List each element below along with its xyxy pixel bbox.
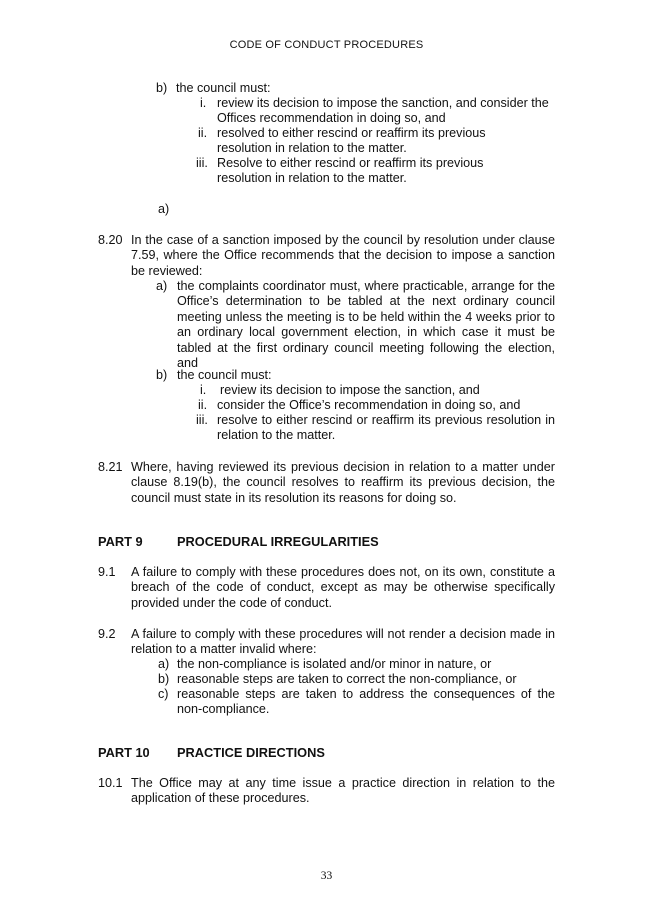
part-9-number: PART 9: [98, 534, 143, 549]
clause-text: A failure to comply with these procedures will not render a decision made in relation to a matter invalid where:: [131, 627, 555, 657]
clause-9-1: [98, 565, 556, 612]
list-item-b: [156, 81, 556, 97]
clause-text: Where, having reviewed its previous decision in relation to a matter under clause 8.19(b), the council resolves to reaffirm its previous decision, the council must state in its resolution its reasons for doing so.: [131, 460, 555, 505]
clause-9-2: [98, 627, 556, 658]
sub-text: resolved to either rescind or reaffirm its previous resolution in relation to the matter.: [217, 126, 486, 156]
list-text: the council must:: [176, 81, 271, 95]
list-text: the council must:: [177, 368, 272, 382]
part-10-number: PART 10: [98, 745, 150, 760]
clause-10-1: [98, 776, 556, 807]
list-label: b): [158, 672, 170, 686]
clause-text: The Office may at any time issue a practice direction in relation to the application of these procedures.: [131, 776, 555, 806]
stray-list-label: a): [158, 202, 170, 216]
sub-label: i.: [200, 383, 207, 397]
clause-text: In the case of a sanction imposed by the council by resolution under clause 7.59, where the Office recommends that the decision to impose a sanction be reviewed:: [131, 233, 555, 278]
clause-text: A failure to comply with these procedures does not, on its own, constitute a breach of the code of conduct, except as may be otherwise specifically provided under the code of conduct.: [131, 565, 555, 610]
sub-label: i.: [200, 96, 207, 110]
clause-number: 9.1: [98, 565, 116, 579]
sub-text: consider the Office’s recommendation in doing so, and: [217, 398, 521, 412]
sub-label: ii.: [198, 126, 208, 140]
page-number: 33: [320, 870, 333, 882]
clause-8-20: [98, 233, 556, 280]
list-item: [158, 657, 556, 673]
sub-text: review its decision to impose the sanction, and: [220, 383, 480, 397]
sub-item-ii: [196, 398, 556, 414]
sub-text: resolve to either rescind or reaffirm its previous resolution in relation to the matter.: [217, 413, 555, 443]
sub-item-i: [196, 96, 556, 127]
clause-8-21: [98, 460, 556, 507]
list-text: reasonable steps are taken to address the consequences of the non-compliance.: [177, 687, 555, 717]
clause-number: 10.1: [98, 776, 123, 790]
list-item: [158, 687, 556, 718]
part-10-title: PRACTICE DIRECTIONS: [177, 745, 325, 760]
list-label: c): [158, 687, 169, 701]
sub-label: ii.: [198, 398, 208, 412]
sub-label: iii.: [196, 413, 208, 427]
list-label: a): [156, 279, 168, 293]
sub-text: review its decision to impose the sanction, and consider the Offices recommendation in doing so, and: [217, 96, 549, 126]
list-text: the complaints coordinator must, where practicable, arrange for the Office’s determination to be tabled at the next ordinary council meeting unless the meeting is to be held within the 4 weeks prior to an ordinary local government election, in which case it must be tabled at the first ordinary council meeting following the election, and: [177, 279, 555, 371]
part-9-title: PROCEDURAL IRREGULARITIES: [177, 534, 379, 549]
clause-number: 8.21: [98, 460, 123, 474]
list-label: a): [158, 657, 170, 671]
list-text: reasonable steps are taken to correct the non-compliance, or: [177, 672, 517, 686]
sub-text: Resolve to either rescind or reaffirm its previous resolution in relation to the matter.: [217, 156, 484, 186]
clause-number: 8.20: [98, 233, 123, 247]
sub-item-i: [196, 383, 556, 399]
sub-item-ii: [196, 126, 556, 157]
list-text: the non-compliance is isolated and/or minor in nature, or: [177, 657, 492, 671]
list-item: [158, 672, 556, 688]
sub-item-iii: [196, 156, 556, 187]
list-label: b): [156, 81, 168, 95]
clause-8-20-item-b: [156, 368, 556, 384]
sub-item-iii: [196, 413, 556, 444]
sub-label: iii.: [196, 156, 208, 170]
clause-number: 9.2: [98, 627, 116, 641]
clause-8-20-item-a: [156, 279, 556, 372]
running-header: CODE OF CONDUCT PROCEDURES: [229, 39, 424, 51]
list-label: b): [156, 368, 168, 382]
